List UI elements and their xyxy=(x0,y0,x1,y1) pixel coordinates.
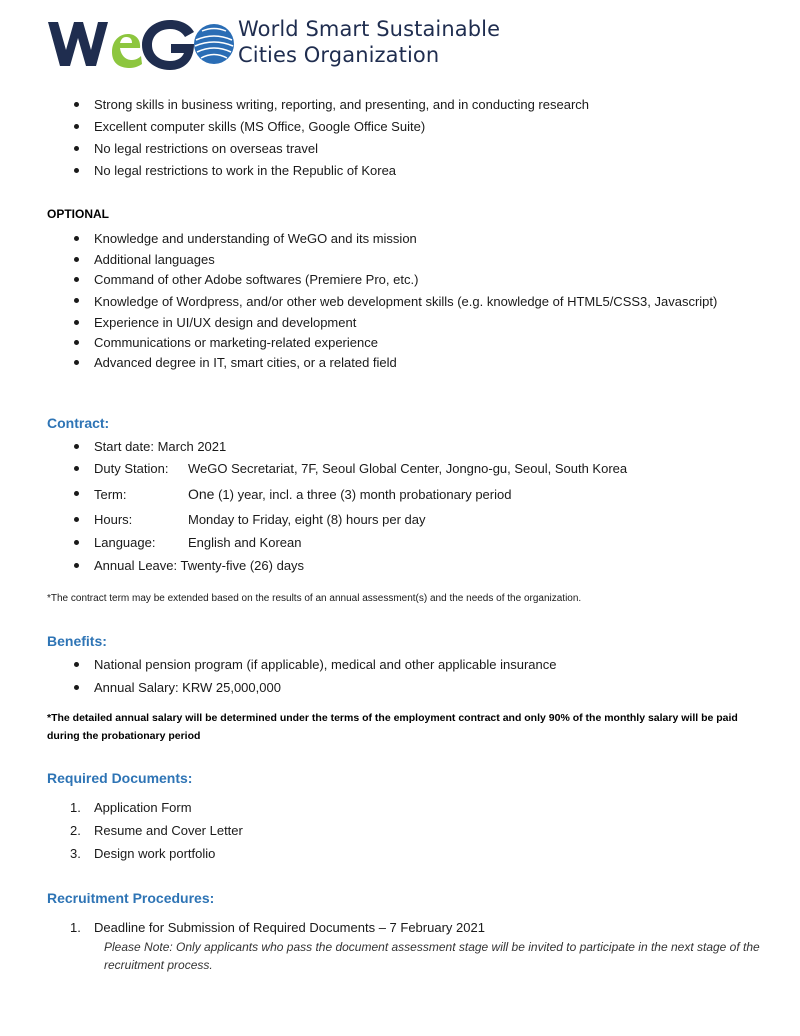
list-item xyxy=(70,846,760,862)
list-item: Excellent computer skills (MS Office, Google Office Suite) xyxy=(72,119,762,135)
documents-heading: Required Documents: xyxy=(47,770,193,786)
list-item: Communications or marketing-related experience xyxy=(72,335,762,351)
contract-heading: Contract: xyxy=(47,415,110,431)
annual-leave-value: Twenty-five (26) days xyxy=(177,558,305,573)
list-item xyxy=(70,823,760,839)
list-text: Resume and Cover Letter xyxy=(94,823,243,838)
list-item: Command of other Adobe softwares (Premiere Pro, etc.) xyxy=(72,272,762,288)
list-item: Additional languages xyxy=(72,252,762,268)
list-text: Deadline for Submission of Required Documents – 7 February 2021 xyxy=(94,920,485,935)
org-name-line2: Cities Organization xyxy=(238,43,440,67)
term-label: Term: xyxy=(94,487,127,502)
language-value: English and Korean xyxy=(188,535,302,550)
wego-logo-mark xyxy=(46,14,236,74)
language-label: Language: xyxy=(94,535,156,550)
list-item: No legal restrictions on overseas travel xyxy=(72,141,762,157)
duty-station-label: Duty Station: xyxy=(94,461,169,476)
hours-label: Hours: xyxy=(94,512,133,527)
benefits-note: *The detailed annual salary will be determined under the terms of the employment contract and only 90% of the monthly salary will be paid during the probationary period xyxy=(47,712,738,742)
optional-heading: OPTIONAL xyxy=(47,207,109,221)
list-item: Experience in UI/UX design and development xyxy=(72,315,762,331)
org-name-line1: World Smart Sustainable xyxy=(238,17,501,41)
list-item xyxy=(70,800,760,816)
list-text: Application Form xyxy=(94,800,192,815)
contract-list xyxy=(72,439,762,580)
list-item xyxy=(70,920,760,974)
wego-logo xyxy=(46,14,236,74)
contract-term xyxy=(72,486,762,503)
contract-language xyxy=(72,535,762,551)
list-number: 2. xyxy=(70,823,81,838)
list-item: Knowledge of Wordpress, and/or other web development skills (e.g. knowledge of HTML5/CSS3, Javascript) xyxy=(72,293,762,311)
list-item: Knowledge and understanding of WeGO and its mission xyxy=(72,231,762,247)
documents-list xyxy=(70,800,760,869)
requirements-list xyxy=(72,97,762,185)
list-item: Annual Salary: KRW 25,000,000 xyxy=(72,680,762,696)
hours-value: Monday to Friday, eight (8) hours per day xyxy=(188,512,426,527)
list-text: Design work portfolio xyxy=(94,846,216,861)
optional-list xyxy=(72,231,762,377)
annual-leave-label: Annual Leave: xyxy=(94,558,178,573)
contract-hours xyxy=(72,512,762,528)
contract-note: *The contract term may be extended based on the results of an annual assessment(s) and the needs of the organization. xyxy=(47,593,582,604)
term-value-rest: (1) year, incl. a three (3) month probationary period xyxy=(214,487,512,502)
procedures-list xyxy=(70,920,760,981)
list-number: 3. xyxy=(70,846,81,861)
list-item: No legal restrictions to work in the Republic of Korea xyxy=(72,163,762,179)
list-item: Strong skills in business writing, reporting, and presenting, and in conducting research xyxy=(72,97,762,113)
org-name xyxy=(238,16,500,68)
list-number: 1. xyxy=(70,800,81,815)
contract-duty-station xyxy=(72,461,762,477)
list-item: National pension program (if applicable), medical and other applicable insurance xyxy=(72,657,762,673)
procedures-heading: Recruitment Procedures: xyxy=(47,890,215,906)
term-value-lead: One xyxy=(188,486,215,502)
contract-annual-leave xyxy=(72,558,762,574)
please-note: Please Note: Only applicants who pass the document assessment stage will be invited to participate in the next stage of the recruitment process. xyxy=(104,940,760,972)
contract-start-date: Start date: March 2021 xyxy=(72,439,762,455)
benefits-heading: Benefits: xyxy=(47,633,107,649)
benefits-list xyxy=(72,657,762,702)
duty-station-value: WeGO Secretariat, 7F, Seoul Global Center, Jongno-gu, Seoul, South Korea xyxy=(188,461,628,476)
list-item: Advanced degree in IT, smart cities, or a related field xyxy=(72,355,762,371)
list-number: 1. xyxy=(70,920,81,935)
